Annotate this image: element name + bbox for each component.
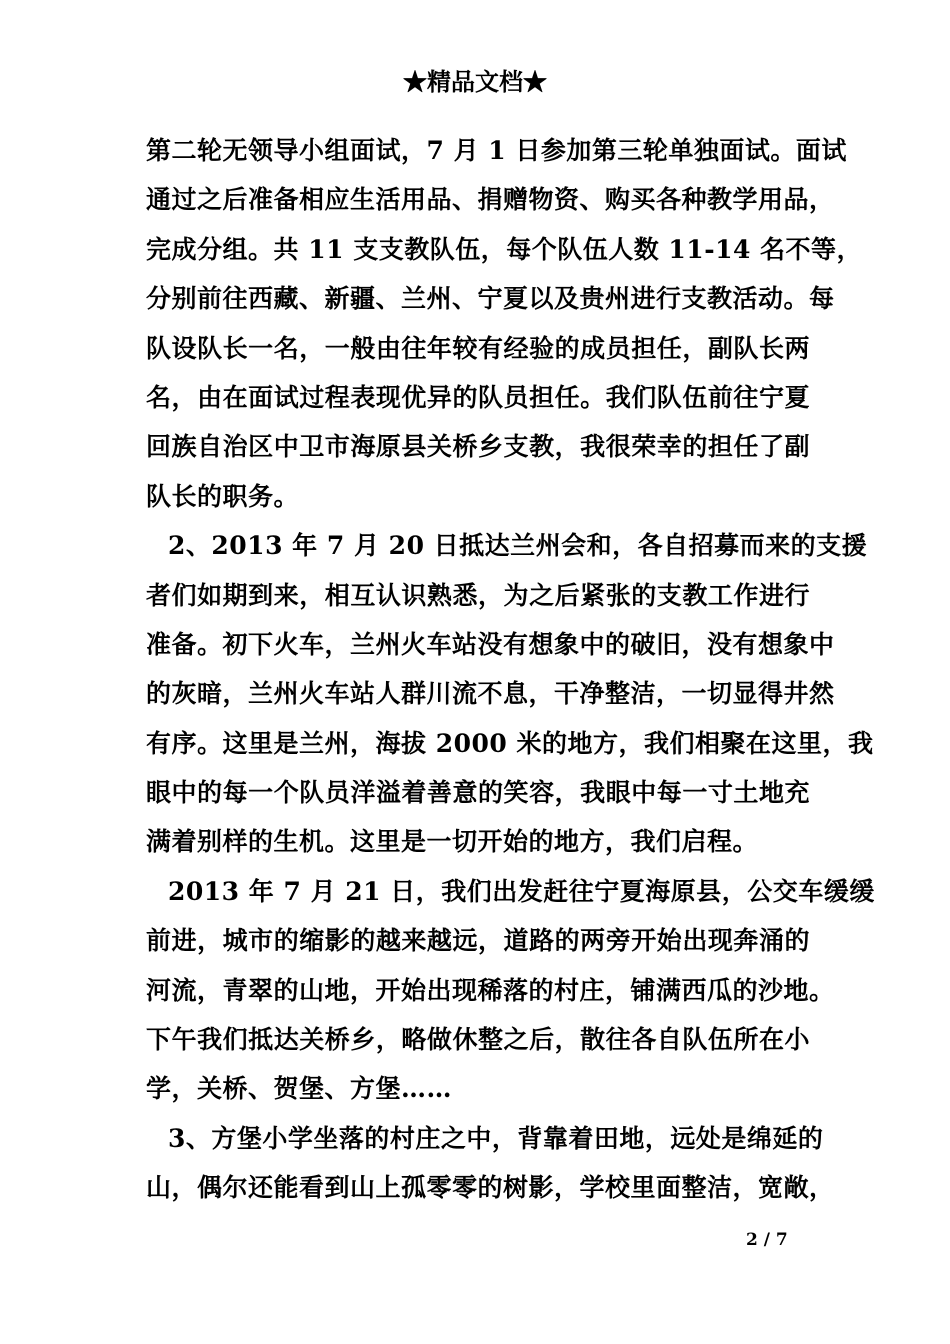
text-line: 准备。初下火车，兰州火车站没有想象中的破旧，没有想象中 bbox=[146, 629, 835, 659]
text-line: 下午我们抵达关桥乡，略做休整之后，散往各自队伍所在小 bbox=[146, 1025, 810, 1055]
text-line: 名，由在面试过程表现优异的队员担任。我们队伍前往宁夏 bbox=[146, 382, 810, 412]
text-line: 前进，城市的缩影的越来越远，道路的两旁开始出现奔涌的 bbox=[146, 926, 810, 956]
text-line: 队长的职务。 bbox=[146, 481, 300, 511]
page-header-title: ★精品文档★ bbox=[403, 67, 547, 96]
text-line: 分别前往西藏、新疆、兰州、宁夏以及贵州进行支教活动。每 bbox=[146, 284, 835, 314]
paragraph bbox=[146, 521, 874, 867]
text-line: 河流，青翠的山地，开始出现稀落的村庄，铺满西瓜的沙地。 bbox=[146, 975, 835, 1005]
text-line: 的灰暗，兰州火车站人群川流不息，干净整洁，一切显得井然 bbox=[146, 679, 835, 709]
text-line: 第二轮无领导小组面试，7 月 1 日参加第三轮单独面试。面试 bbox=[146, 136, 847, 165]
text-line: 2、2013 年 7 月 20 日抵达兰州会和，各自招募而来的支援 bbox=[168, 531, 868, 561]
page-number: 2 / 7 bbox=[746, 1230, 788, 1250]
text-line: 队设队长一名，一般由往年较有经验的成员担任，副队长两 bbox=[146, 333, 810, 363]
text-line: 2013 年 7 月 21 日，我们出发赶往宁夏海原县，公交车缓缓 bbox=[168, 876, 875, 906]
text-line: 满着别样的生机。这里是一切开始的地方，我们启程。 bbox=[146, 827, 759, 857]
paragraph bbox=[146, 126, 863, 521]
text-line: 回族自治区中卫市海原县关桥乡支教，我很荣幸的担任了副 bbox=[146, 432, 810, 462]
paragraph bbox=[146, 1114, 835, 1213]
document-body bbox=[146, 126, 875, 1213]
text-line: 学，关桥、贺堡、方堡…… bbox=[146, 1074, 453, 1104]
text-line: 山，偶尔还能看到山上孤零零的树影，学校里面整洁，宽敞， bbox=[146, 1173, 835, 1203]
text-line: 完成分组。共 11 支支教队伍，每个队伍人数 11-14 名不等， bbox=[146, 234, 863, 264]
text-line: 者们如期到来，相互认识熟悉，为之后紧张的支教工作进行 bbox=[146, 580, 810, 610]
text-line: 眼中的每一个队员洋溢着善意的笑容，我眼中每一寸土地充 bbox=[146, 778, 810, 808]
paragraph bbox=[146, 867, 875, 1114]
text-line: 通过之后准备相应生活用品、捐赠物资、购买各种教学用品， bbox=[146, 185, 835, 215]
text-line: 有序。这里是兰州，海拔 2000 米的地方，我们相聚在这里，我 bbox=[146, 728, 874, 758]
text-line: 3、方堡小学坐落的村庄之中，背靠着田地，远处是绵延的 bbox=[168, 1123, 824, 1153]
